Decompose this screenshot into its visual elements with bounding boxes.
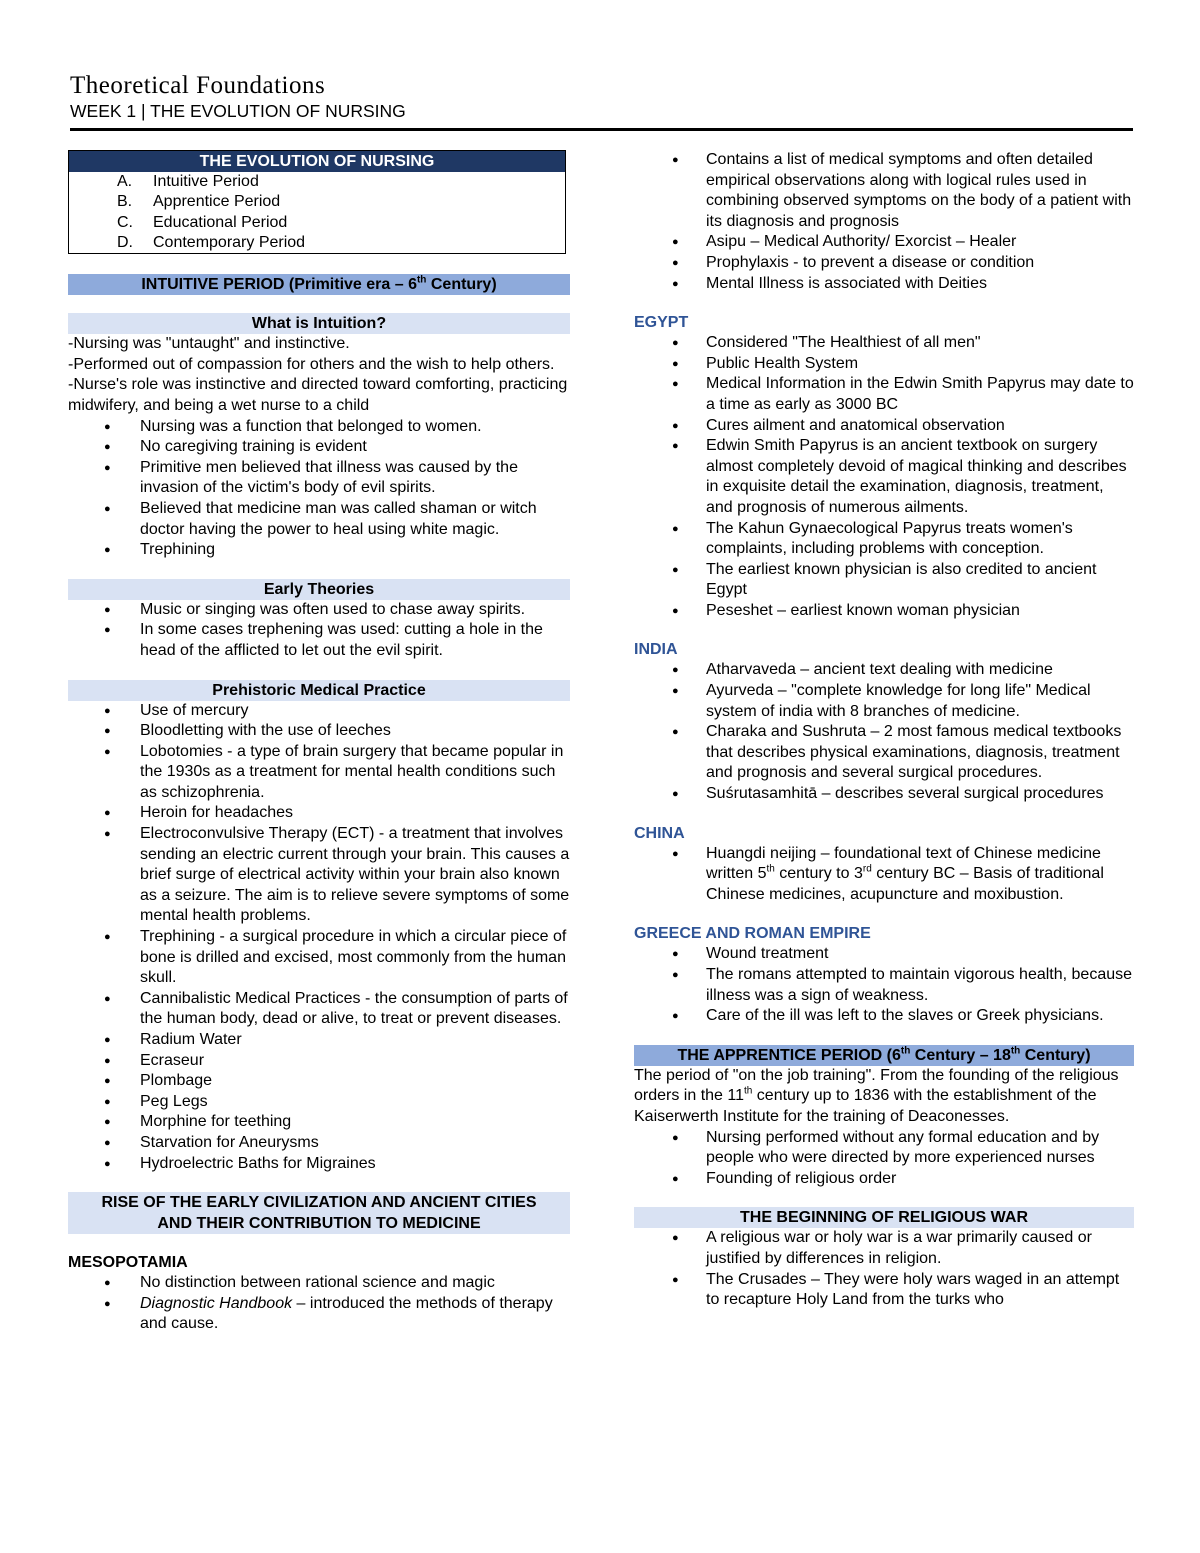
list-item: ● Ayurveda – "complete knowledge for long life" Medical system of india with 8 branches of medicine. (634, 681, 1134, 722)
list-item: ● Nursing performed without any formal education and by people who were directed by more experienced nurses (634, 1128, 1134, 1169)
list-item: ● Use of mercury (68, 701, 570, 722)
list-item: ● Considered "The Healthiest of all men" (634, 333, 1134, 354)
list-item: ● The romans attempted to maintain vigorous health, because illness was a sign of weakness. (634, 965, 1134, 1006)
apprentice-list (634, 1128, 1134, 1190)
document-title: Theoretical Foundations (70, 72, 326, 99)
list-item: ● Primitive men believed that illness was caused by the invasion of the victim's body of evil spirits. (68, 458, 570, 499)
china-list (634, 844, 1134, 906)
rise-of-civilization-heading: RISE OF THE EARLY CIVILIZATION AND ANCIENT CITIES AND THEIR CONTRIBUTION TO MEDICINE (68, 1192, 570, 1234)
list-item: ● A religious war or holy war is a war primarily caused or justified by differences in religion. (634, 1228, 1134, 1269)
list-item: ● Plombage (68, 1071, 570, 1092)
india-list (634, 660, 1134, 804)
list-item: ● Prophylaxis - to prevent a disease or condition (634, 253, 1134, 274)
list-item: ● Cannibalistic Medical Practices - the consumption of parts of the human body, dead or alive, to treat or prevent diseases. (68, 989, 570, 1030)
china-heading: CHINA (634, 824, 685, 842)
list-item: ● The earliest known physician is also credited to ancient Egypt (634, 560, 1134, 601)
prehistoric-practice-list (68, 701, 570, 1175)
intuitive-period-heading: INTUITIVE PERIOD (Primitive era – 6th Century) (68, 274, 570, 295)
header-divider (70, 128, 1133, 131)
list-item: ● Starvation for Aneurysms (68, 1133, 570, 1154)
toc-item: A. Intuitive Period (117, 173, 259, 190)
page-header (70, 72, 1133, 131)
list-item: ● The Kahun Gynaecological Papyrus treats women's complaints, including problems with conception. (634, 519, 1134, 560)
document-subtitle: WEEK 1 | THE EVOLUTION OF NURSING (70, 101, 406, 121)
toc-box (68, 150, 566, 254)
list-item: ● Charaka and Sushruta – 2 most famous medical textbooks that describes physical examinations, diagnosis, treatment and prognosis and several surgical procedures. (634, 722, 1134, 784)
mesopotamia-list-continued (634, 150, 1134, 294)
list-item: ● In some cases trephening was used: cutting a hole in the head of the afflicted to let out the evil spirit. (68, 620, 570, 661)
toc-item: D. Contemporary Period (117, 233, 306, 251)
paragraph: -Nursing was "untaught" and instinctive. (68, 335, 350, 353)
mesopotamia-list (68, 1273, 570, 1335)
apprentice-paragraph: The period of "on the job training". From the founding of the religious orders in the 11th century up to 1836 with the establishment of the Kaiserwerth Institute for the training of Deaconesses. (634, 1066, 1119, 1125)
right-column (634, 150, 1134, 1311)
list-item: ● Contains a list of medical symptoms and often detailed empirical observations along with logical rules used in combining observed symptoms on the body of a patient with its diagnosis and prognosis (634, 150, 1134, 232)
list-item: ● Heroin for headaches (68, 803, 570, 824)
list-item: ● The Crusades – They were holy wars waged in an attempt to recapture Holy Land from the turks who (634, 1270, 1134, 1311)
list-item: ● Nursing was a function that belonged to women. (68, 417, 570, 438)
greece-rome-heading: GREECE AND ROMAN EMPIRE (634, 925, 871, 943)
list-item: ● Electroconvulsive Therapy (ECT) - a treatment that involves sending an electric current through your brain. This causes a brief surge of electrical activity within your brain also known as a seizure. The aim is to relieve severe symptoms of some mental health problems. (68, 824, 570, 927)
list-item: ● Cures ailment and anatomical observation (634, 416, 1134, 437)
toc-list (69, 172, 565, 253)
list-item: ● Trephining - a surgical procedure in which a circular piece of bone is drilled and excised, most commonly from the human skull. (68, 927, 570, 989)
list-item: ● Mental Illness is associated with Deities (634, 274, 1134, 295)
list-item: ● Hydroelectric Baths for Migraines (68, 1154, 570, 1175)
list-item: ● Believed that medicine man was called shaman or witch doctor having the power to heal using white magic. (68, 499, 570, 540)
list-item: ● Diagnostic Handbook – introduced the methods of therapy and cause. (68, 1294, 570, 1335)
list-item: ● No caregiving training is evident (68, 437, 570, 458)
list-item: ● Music or singing was often used to chase away spirits. (68, 600, 570, 621)
list-item: ● Asipu – Medical Authority/ Exorcist – Healer (634, 232, 1134, 253)
early-theories-heading: Early Theories (68, 579, 570, 600)
greece-rome-list (634, 944, 1134, 1026)
religious-war-heading: THE BEGINNING OF RELIGIOUS WAR (634, 1207, 1134, 1228)
list-item: ● Peseshet – earliest known woman physician (634, 601, 1134, 622)
list-item: ● No distinction between rational science and magic (68, 1273, 570, 1294)
prehistoric-practice-heading: Prehistoric Medical Practice (68, 680, 570, 701)
left-column (68, 150, 570, 1335)
list-item: ● Huangdi neijing – foundational text of Chinese medicine written 5th century to 3rd century BC – Basis of traditional Chinese medicines, acupuncture and moxibustion. (634, 844, 1134, 906)
list-item: ● Care of the ill was left to the slaves or Greek physicians. (634, 1006, 1134, 1027)
paragraph: -Nurse's role was instinctive and directed toward comforting, practicing midwifery, and being a wet nurse to a child (68, 376, 568, 414)
list-item: ● Wound treatment (634, 944, 1134, 965)
list-item: ● Atharvaveda – ancient text dealing with medicine (634, 660, 1134, 681)
mesopotamia-heading: MESOPOTAMIA (68, 1254, 188, 1272)
toc-heading: THE EVOLUTION OF NURSING (69, 151, 565, 172)
egypt-list (634, 333, 1134, 621)
egypt-heading: EGYPT (634, 314, 689, 332)
list-item: ● Edwin Smith Papyrus is an ancient textbook on surgery almost completely devoid of magical thinking and describes in exquisite detail the examination, diagnosis, treatment, and prognosis of numerous ailments. (634, 436, 1134, 518)
list-item: ● Public Health System (634, 354, 1134, 375)
toc-item: B. Apprentice Period (117, 193, 281, 211)
list-item: ● Trephining (68, 540, 570, 561)
list-item: ● Suśrutasamhitā – describes several surgical procedures (634, 784, 1134, 805)
list-item: ● Medical Information in the Edwin Smith Papyrus may date to a time as early as 3000 BC (634, 374, 1134, 415)
list-item: ● Peg Legs (68, 1092, 570, 1113)
intuition-bullet-list (68, 417, 570, 561)
list-item: ● Lobotomies - a type of brain surgery that became popular in the 1930s as a treatment for mental health conditions such as schizophrenia. (68, 742, 570, 804)
religious-war-list (634, 1228, 1134, 1310)
list-item: ● Morphine for teething (68, 1112, 570, 1133)
paragraph: -Performed out of compassion for others and the wish to help others. (68, 355, 555, 373)
early-theories-list (68, 600, 570, 662)
list-item: ● Radium Water (68, 1030, 570, 1051)
list-item: ● Bloodletting with the use of leeches (68, 721, 570, 742)
apprentice-period-heading: THE APPRENTICE PERIOD (6th Century – 18th Century) (634, 1045, 1134, 1066)
india-heading: INDIA (634, 641, 678, 659)
what-is-intuition-heading: What is Intuition? (68, 313, 570, 334)
list-item: ● Ecraseur (68, 1051, 570, 1072)
toc-item: C. Educational Period (117, 213, 288, 231)
list-item: ● Founding of religious order (634, 1169, 1134, 1190)
